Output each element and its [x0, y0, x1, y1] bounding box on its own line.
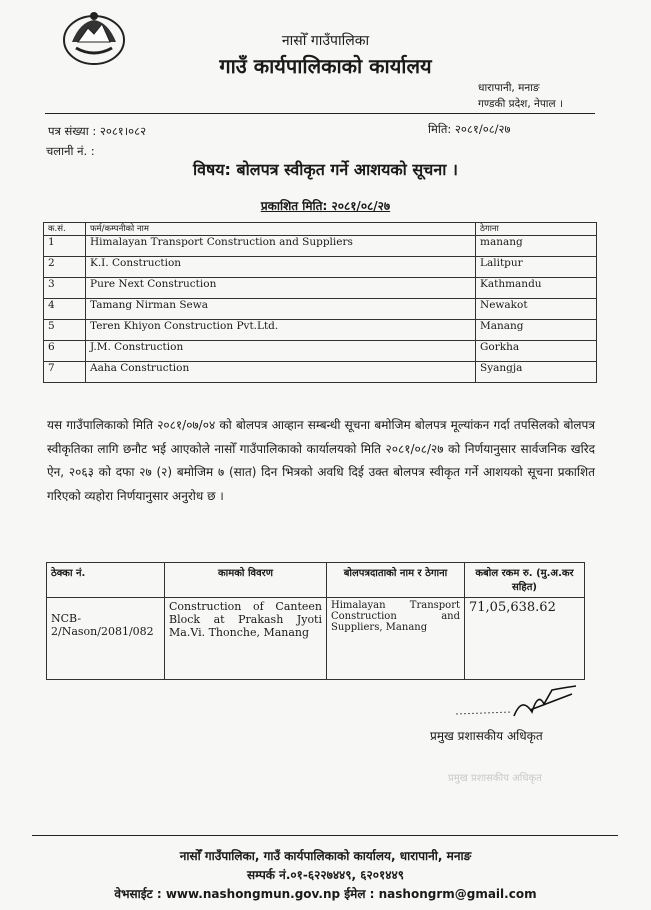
row-sn: 7: [44, 362, 86, 383]
row-firm-name: Teren Khiyon Construction Pvt.Ltd.: [86, 320, 476, 341]
header-address: [478, 80, 563, 112]
row-sn: 4: [44, 299, 86, 320]
table-row: [44, 341, 597, 362]
footer-contact: सम्पर्क नं.०१-६२२७४४९, ६२०१४४९: [247, 868, 404, 882]
row-sn: 5: [44, 320, 86, 341]
ref-number: पत्र संख्या : २०८१।०८२: [48, 124, 147, 138]
signatory-title: प्रमुख प्रशासकीय अधिकृत: [430, 729, 543, 743]
faint-stamp-text: प्रमुख प्रशासकीय अधिकृत: [448, 773, 542, 784]
row-sn: 3: [44, 278, 86, 299]
header-bidder: बोलपत्रदाताको नाम र ठेगाना: [327, 563, 465, 598]
row-address: manang: [476, 236, 597, 257]
address-line2: गण्डकी प्रदेश, नेपाल ।: [478, 98, 563, 110]
subject-heading: विषय: बोलपत्र स्वीकृत गर्ने आशयको सूचना ।: [192, 160, 458, 179]
row-address: Newakot: [476, 299, 597, 320]
row-sn: 6: [44, 341, 86, 362]
table-row: [44, 362, 597, 383]
org-line2: गाउँ कार्यपालिकाको कार्यालय: [219, 54, 432, 78]
row-firm-name: K.I. Construction: [86, 257, 476, 278]
row-firm-name: Tamang Nirman Sewa: [86, 299, 476, 320]
published-date: प्रकाशित मिति: २०८१/०८/२७: [260, 199, 391, 213]
letter-date: मिति: २०८१/०८/२७: [428, 122, 511, 136]
table-header-row: [44, 223, 597, 236]
header-description: कामको विवरण: [165, 563, 327, 598]
row-address: Syangja: [476, 362, 597, 383]
header-firm-name: फर्म/कम्पनीको नाम: [86, 223, 476, 236]
header-sn: क.सं.: [44, 223, 86, 236]
row-address: Manang: [476, 320, 597, 341]
table-header-row: [47, 563, 585, 598]
header-divider: [45, 113, 595, 114]
firm-table: [43, 222, 597, 383]
table-row: [47, 598, 585, 680]
contract-number: NCB-2/Nason/2081/082: [47, 598, 165, 680]
footer-office: नासोँ गाउँपालिका, गाउँ कार्यपालिकाको कार्यालय, धारापानी, मनाङ: [179, 849, 472, 863]
row-sn: 2: [44, 257, 86, 278]
table-row: [44, 236, 597, 257]
table-row: [44, 299, 597, 320]
notice-body-text: यस गाउँपालिकाको मिति २०८१/०७/०४ को बोलपत्र आव्हान सम्बन्धी सूचना बमोजिम बोलपत्र मूल्यांकन गर्दा तपसिलको बोलपत्र स्वीकृतिका लागि छनौट भई आएकोले नासोँ गाउँपालिकाको कार्यालयको मिति २०८१/०८/२७ को निर्णयानुसार सार्वजनिक खरिद ऐन, २०६३ को दफा २७ (२) बमोजिम ७ (सात) दिन भित्रको अवधि दिई उक्त बोलपत्र स्वीकृत गर्ने आशयको सूचना प्रकाशित गरिएको व्यहोरा निर्णयानुसार अनुरोध छ ।: [47, 418, 595, 503]
table-row: [44, 320, 597, 341]
row-firm-name: Himalayan Transport Construction and Suppliers: [86, 236, 476, 257]
row-firm-name: Pure Next Construction: [86, 278, 476, 299]
header-contract-no: ठेक्का नं.: [47, 563, 165, 598]
row-address: Lalitpur: [476, 257, 597, 278]
dispatch-number: चलानी नं. :: [46, 144, 95, 158]
contract-description: Construction of Canteen Block at Prakash Jyoti Ma.Vi. Thonche, Manang: [165, 598, 327, 680]
contract-amount: 71,05,638.62: [465, 598, 585, 680]
contract-table: [46, 562, 585, 680]
table-row: [44, 257, 597, 278]
row-firm-name: J.M. Construction: [86, 341, 476, 362]
row-address: Gorkha: [476, 341, 597, 362]
org-line1: नासोँ गाउँपालिका: [281, 33, 370, 49]
header-amount: कबोल रकम रु. (मु.अ.कर सहित): [465, 563, 585, 598]
address-line1: धारापानी, मनाङ: [478, 82, 540, 94]
footer-divider: [32, 835, 618, 836]
row-firm-name: Aaha Construction: [86, 362, 476, 383]
table-row: [44, 278, 597, 299]
header-address: ठेगाना: [476, 223, 597, 236]
signature-scribble: [452, 682, 582, 722]
contract-bidder: Himalayan Transport Construction and Suppliers, Manang: [327, 598, 465, 680]
row-sn: 1: [44, 236, 86, 257]
row-address: Kathmandu: [476, 278, 597, 299]
footer-web-email: वेभसाईट : www.nashongmun.gov.np ईमेल : nashongrm@gmail.com: [114, 887, 537, 901]
